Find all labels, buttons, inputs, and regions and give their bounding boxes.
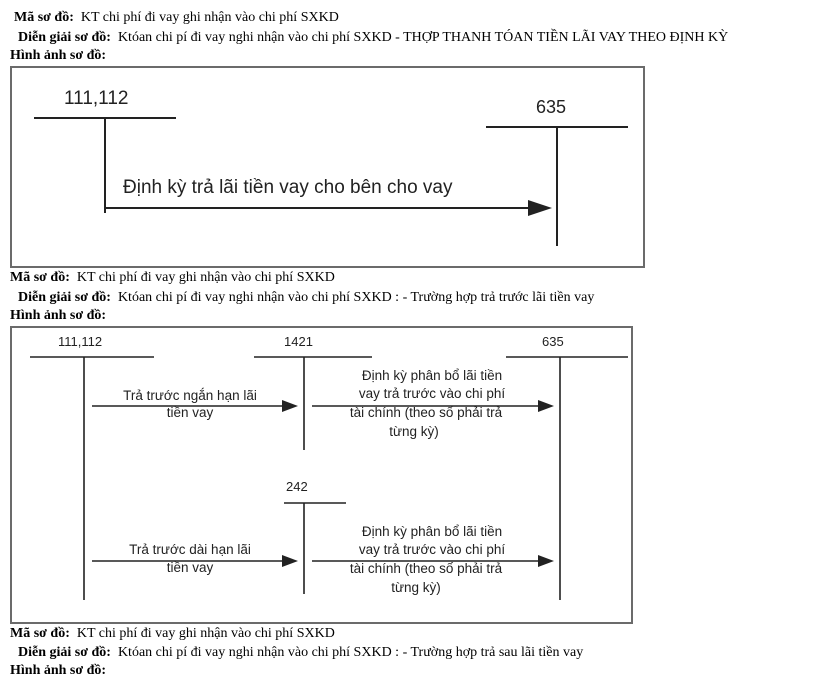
- alloc-1-line-2: vay trả trước vào chi phí: [358, 386, 506, 401]
- section-2-description: Diễn giải sơ đồ: Któan chi pí đi vay nghi nhận vào chi phí SXKD : - Trường hợp trả trước lãi tiền vay: [18, 290, 595, 305]
- section-3-image-label: Hình ảnh sơ đồ:: [10, 663, 107, 678]
- diagram-1-arrow-label: Định kỳ trả lãi tiền vay cho bên cho vay: [123, 177, 453, 198]
- section-2-image-label: Hình ảnh sơ đồ:: [10, 308, 107, 323]
- section-3-code: Mã sơ đồ: KT chi phí đi vay ghi nhận vào chi phí SXKD: [10, 626, 335, 641]
- alloc-2-line-2: vay trả trước vào chi phí: [358, 542, 506, 557]
- alloc-1-line-3: tài chính (theo số phải trả: [349, 405, 503, 420]
- account-242-label: 242: [286, 479, 308, 494]
- diagram-2-frame: [10, 326, 633, 624]
- section-3-description: Diễn giải sơ đồ: Któan chi pí đi vay nghi nhận vào chi phí SXKD : - Trường hợp trả sau lãi tiền vay: [18, 645, 584, 660]
- arrow-short-head: [282, 400, 298, 412]
- alloc-2-line-3: tài chính (theo số phải trả: [349, 561, 503, 576]
- alloc-1-line-1: Định kỳ phân bổ lãi tiền: [361, 368, 503, 383]
- account-635: 635: [536, 97, 567, 117]
- section-1-description: Diễn giải sơ đồ: Któan chi pí đi vay nghi nhận vào chi phí SXKD - THỢP THANH TÓAN TIỀN LÃI VAY THEO ĐỊNH KỲ: [18, 30, 729, 45]
- section-1-image-label: Hình ảnh sơ đồ:: [10, 48, 107, 63]
- section-2-code: Mã sơ đồ: KT chi phí đi vay ghi nhận vào chi phí SXKD: [10, 270, 335, 285]
- arrow-long-head: [282, 555, 298, 567]
- account-111-112-label: 111,112: [58, 334, 103, 349]
- account-635-label: 635: [542, 334, 564, 349]
- short-label-line-1: Trả trước ngắn hạn lãi: [123, 388, 257, 403]
- section-1-code: Mã sơ đồ: KT chi phí đi vay ghi nhận vào chi phí SXKD: [14, 10, 339, 25]
- long-label-line-1: Trả trước dài hạn lãi: [129, 542, 251, 557]
- arrow-alloc-1-head: [538, 400, 554, 412]
- alloc-1-line-4: từng kỳ): [389, 424, 439, 439]
- alloc-2-line-4: từng kỳ): [391, 580, 441, 595]
- short-label-line-2: tiền vay: [166, 405, 214, 420]
- long-label-line-2: tiền vay: [166, 560, 214, 575]
- account-111-112: 111,112: [64, 88, 129, 109]
- diagram-1-frame: [10, 66, 645, 268]
- account-1421-label: 1421: [284, 334, 313, 349]
- diagram-1-arrow-head: [528, 200, 552, 216]
- diagram-1-svg: [12, 68, 643, 266]
- diagram-2-svg: [12, 328, 631, 622]
- alloc-2-line-1: Định kỳ phân bổ lãi tiền: [361, 524, 503, 539]
- arrow-alloc-2-head: [538, 555, 554, 567]
